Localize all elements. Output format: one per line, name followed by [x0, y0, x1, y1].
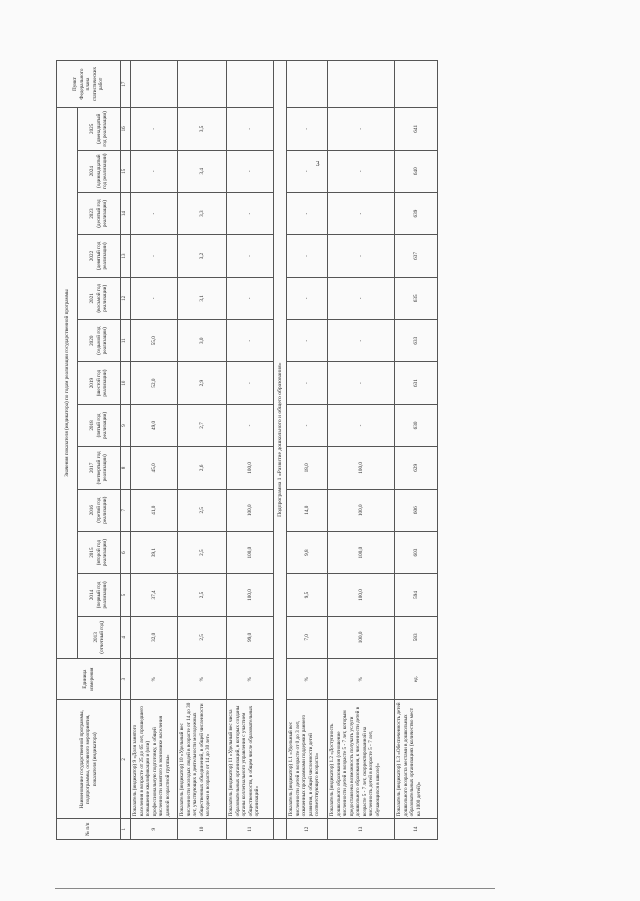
- value-cell: -: [227, 192, 274, 234]
- header-year-value: 2015: [89, 547, 96, 558]
- value-cell: 55,0: [131, 320, 178, 362]
- header-year: [78, 489, 121, 531]
- column-number: 7: [121, 489, 131, 531]
- value-cell: -: [287, 404, 328, 446]
- column-number: 2: [121, 700, 131, 819]
- value-cell: 3,4: [178, 150, 227, 192]
- header-year-value: 2020: [89, 335, 96, 346]
- header-year-value: 2013: [92, 632, 99, 643]
- header-year: [78, 404, 121, 446]
- value-cell: -: [227, 404, 274, 446]
- header-year: [78, 616, 121, 658]
- header-year: [78, 108, 121, 150]
- value-cell: 640: [395, 150, 438, 192]
- value-cell: 49,0: [131, 404, 178, 446]
- table-row: [287, 61, 328, 840]
- header-year-value: 2021: [89, 293, 96, 304]
- header-year-value: 2016: [89, 505, 96, 516]
- indicator-name: Показатель (индикатор) 10 «Удельный вес численности молодых людей в возрасте от 14 до 30 лет, участвующих в деятельности молодежных общественных объединений, в общей численности молодежи в возрасте от 14 до 30 лет»: [178, 700, 227, 819]
- value-cell: 2,9: [178, 362, 227, 404]
- column-number: 4: [121, 616, 131, 658]
- page-bottom-rule: [55, 888, 495, 889]
- header-year-value: 2014: [89, 589, 96, 601]
- value-cell: -: [287, 108, 328, 150]
- header-year: [78, 362, 121, 404]
- row-number: 10: [178, 819, 227, 840]
- header-year-value: 2018: [89, 420, 96, 431]
- header-year-note: (первый год реализации): [95, 581, 109, 609]
- table-row: [328, 61, 395, 840]
- header-year-note: (седьмой год реализации): [95, 326, 109, 355]
- header-year-value: 2024: [89, 166, 96, 177]
- value-cell: -: [328, 277, 395, 319]
- value-cell: 603: [395, 531, 438, 573]
- value-cell: 37,4: [131, 574, 178, 616]
- indicators-table: [56, 60, 438, 840]
- header-name: Наименование государственной программы, подпрограммы, основного мероприятия, показателя (индикатора): [57, 700, 121, 819]
- column-number: 3: [121, 659, 131, 700]
- value-cell: 635: [395, 277, 438, 319]
- header-year-note: (пятый год реализации): [95, 411, 109, 440]
- value-cell: -: [328, 192, 395, 234]
- column-number: 6: [121, 531, 131, 573]
- value-cell: -: [328, 320, 395, 362]
- table-row: [131, 61, 178, 840]
- header-year-value: 2019: [89, 377, 96, 389]
- value-cell: -: [227, 320, 274, 362]
- value-cell: -: [131, 192, 178, 234]
- header-point: Пункт Федерального плана статистических работ: [57, 61, 121, 108]
- header-no: № п/п: [57, 819, 121, 840]
- unit-cell: %: [131, 659, 178, 700]
- value-cell: 633: [395, 320, 438, 362]
- value-cell: -: [227, 277, 274, 319]
- value-cell: 630: [395, 404, 438, 446]
- value-cell: 100,0: [227, 531, 274, 573]
- value-cell: 100,0: [227, 489, 274, 531]
- value-cell: -: [328, 150, 395, 192]
- value-cell: 9,5: [287, 574, 328, 616]
- value-cell: -: [131, 235, 178, 277]
- column-number: 10: [121, 362, 131, 404]
- header-year-value: 2025: [89, 123, 96, 135]
- value-cell: 14,0: [287, 489, 328, 531]
- value-cell: 2,5: [178, 489, 227, 531]
- value-cell: -: [287, 150, 328, 192]
- value-cell: 18,0: [287, 447, 328, 489]
- value-cell: -: [131, 108, 178, 150]
- value-cell: 2,5: [178, 574, 227, 616]
- value-cell: 39,1: [131, 531, 178, 573]
- header-year-value: 2017: [89, 462, 96, 474]
- statistics-point-cell: [178, 61, 227, 108]
- value-cell: -: [131, 277, 178, 319]
- header-year: [78, 447, 121, 489]
- value-cell: -: [328, 235, 395, 277]
- value-cell: -: [287, 192, 328, 234]
- value-cell: 606: [395, 489, 438, 531]
- value-cell: 9,8: [287, 531, 328, 573]
- statistics-point-cell: [287, 61, 328, 108]
- table-row: [178, 61, 227, 840]
- value-cell: 631: [395, 362, 438, 404]
- indicator-name: Показатель (индикатор) 1.3 «Обеспеченность детей дошкольного возраста местами в дошкольных образовательных организациях (количество мест на 1000 детей)»: [395, 700, 438, 819]
- value-cell: -: [287, 235, 328, 277]
- value-cell: 583: [395, 616, 438, 658]
- column-number: 9: [121, 404, 131, 446]
- value-cell: 100,0: [328, 616, 395, 658]
- header-year-value: 2023: [89, 208, 96, 219]
- statistics-point-cell: [227, 61, 274, 108]
- header-year: [78, 574, 121, 616]
- column-number: 12: [121, 277, 131, 319]
- value-cell: -: [287, 320, 328, 362]
- row-number: 9: [131, 819, 178, 840]
- unit-cell: %: [287, 659, 328, 700]
- header-year-note: (одиннадцатый год реализации): [95, 153, 109, 189]
- header-year-value: 2022: [89, 250, 96, 262]
- unit-cell: %: [178, 659, 227, 700]
- statistics-point-cell: [328, 61, 395, 108]
- column-number: 17: [121, 61, 131, 108]
- indicator-name: Показатель (индикатор) 9 «Доля занятого населения в возрасте от 25 до 65 лет, прошедшего повышение квалификации и (или) профессиональную подготовку, в общей численности занятого в экономике населения данной возрастной группы»: [131, 700, 178, 819]
- value-cell: -: [227, 108, 274, 150]
- value-cell: 641: [395, 108, 438, 150]
- value-cell: 3,5: [178, 108, 227, 150]
- row-number: 11: [227, 819, 274, 840]
- value-cell: 3,2: [178, 235, 227, 277]
- header-year: [78, 150, 121, 192]
- row-number: 13: [328, 819, 395, 840]
- value-cell: 100,0: [328, 447, 395, 489]
- value-cell: -: [328, 362, 395, 404]
- subprogram-spacer: [274, 819, 287, 840]
- column-numbers-row: [121, 61, 131, 840]
- value-cell: -: [131, 150, 178, 192]
- value-cell: 2,5: [178, 531, 227, 573]
- unit-cell: %: [328, 659, 395, 700]
- header-year: [78, 320, 121, 362]
- value-cell: 2,5: [178, 616, 227, 658]
- value-cell: 100,0: [328, 531, 395, 573]
- value-cell: -: [227, 235, 274, 277]
- indicator-name: Показатель (индикатор) 1.2 «Доступность дошкольного образования (отношение численности детей в возрасте 5 - 7 лет, которым предоставлена возможность получать услуги дошкольного образования, к численности детей в возрасте 5 - 7 лет, скорректированной на численность детей в возрасте 5 - 7 лет, обучающихся в школе)»: [328, 700, 395, 819]
- column-number: 1: [121, 819, 131, 840]
- rotated-table-container: [56, 60, 584, 840]
- value-cell: 2,6: [178, 447, 227, 489]
- header-year: [78, 235, 121, 277]
- value-cell: 2,7: [178, 404, 227, 446]
- value-cell: 3,3: [178, 192, 227, 234]
- value-cell: -: [328, 108, 395, 150]
- header-year-note: (третий год реализации): [95, 496, 109, 524]
- value-cell: 100,0: [227, 447, 274, 489]
- header-unit: Единица измерения: [57, 659, 121, 700]
- unit-cell: %: [227, 659, 274, 700]
- value-cell: 639: [395, 192, 438, 234]
- table-row: [227, 61, 274, 840]
- column-number: 11: [121, 320, 131, 362]
- value-cell: -: [227, 362, 274, 404]
- value-cell: -: [287, 362, 328, 404]
- header-year-note: (второй год реализации): [95, 539, 109, 567]
- value-cell: 100,0: [328, 489, 395, 531]
- column-number: 16: [121, 108, 131, 150]
- indicator-name: Показатель (индикатор) 1.1 «Удельный вес численности детей в возрасте от 0 до 3 лет, охваченных программами поддержки раннего развития, в общей численности детей соответствующего возраста»: [287, 700, 328, 819]
- value-cell: 32,0: [131, 616, 178, 658]
- header-year-note: (отчетный год): [99, 620, 105, 654]
- column-number: 15: [121, 150, 131, 192]
- column-number: 13: [121, 235, 131, 277]
- row-number: 12: [287, 819, 328, 840]
- header-year: [78, 531, 121, 573]
- value-cell: -: [287, 277, 328, 319]
- value-cell: 100,0: [328, 574, 395, 616]
- value-cell: 99,0: [227, 616, 274, 658]
- value-cell: 7,0: [287, 616, 328, 658]
- table-row: [395, 61, 438, 840]
- header-year: [78, 277, 121, 319]
- header-year-note: (шестой год реализации): [95, 369, 109, 397]
- value-cell: 637: [395, 235, 438, 277]
- header-year-note: (двенадцатый год реализации): [95, 111, 109, 147]
- value-cell: -: [328, 404, 395, 446]
- value-cell: 41,0: [131, 489, 178, 531]
- column-number: 14: [121, 192, 131, 234]
- value-cell: -: [227, 150, 274, 192]
- value-cell: 3,1: [178, 277, 227, 319]
- page-number: 3: [316, 160, 320, 168]
- statistics-point-cell: [131, 61, 178, 108]
- column-number: 8: [121, 447, 131, 489]
- indicator-name: Показатель (индикатор) 11 «Удельный вес числа образовательных организаций, в которых созданы органы коллегиального управления с участием общественности, в общем числе образовательных организаций»: [227, 700, 274, 819]
- value-cell: 52,0: [131, 362, 178, 404]
- row-number: 14: [395, 819, 438, 840]
- column-number: 5: [121, 574, 131, 616]
- value-cell: 100,0: [227, 574, 274, 616]
- header-year-note: (восьмой год реализации): [95, 284, 109, 313]
- header-year-note: (десятый год реализации): [95, 199, 109, 228]
- value-cell: 594: [395, 574, 438, 616]
- subprogram-title: Подпрограмма 1 «Развитие дошкольного и общего образования»: [274, 61, 287, 819]
- header-year-note: (девятый год реализации): [95, 241, 109, 271]
- header-year: [78, 192, 121, 234]
- statistics-point-cell: [395, 61, 438, 108]
- value-cell: 45,0: [131, 447, 178, 489]
- value-cell: 629: [395, 447, 438, 489]
- header-values-group: Значения показателя (индикатора) по годам реализации государственной программы: [57, 108, 78, 659]
- header-year-note: (четвертый год реализации): [95, 451, 109, 485]
- value-cell: 3,0: [178, 320, 227, 362]
- unit-cell: ед.: [395, 659, 438, 700]
